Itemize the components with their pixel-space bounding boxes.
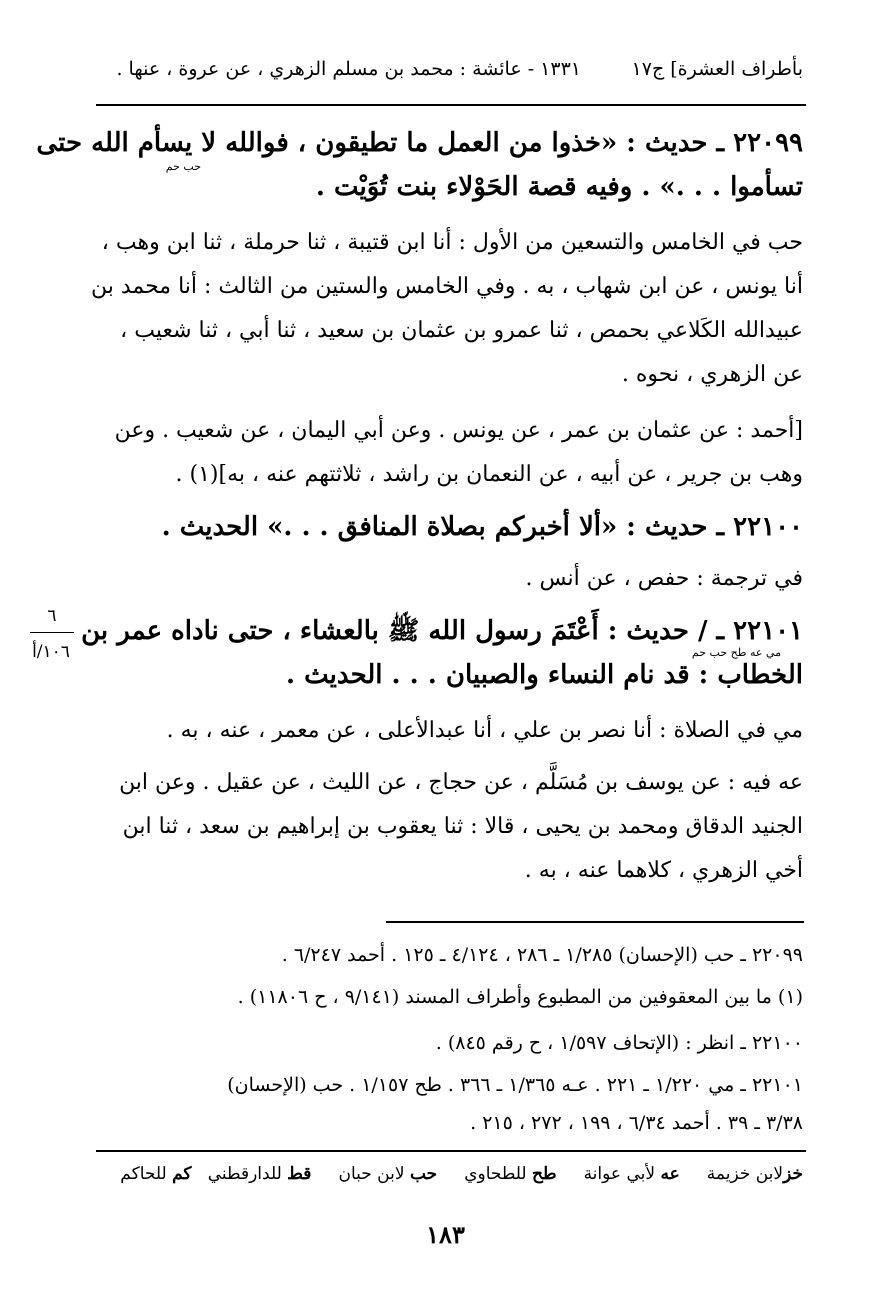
text-line: عن الزهري ، نحوه . [621, 362, 803, 387]
hadith-22099-title-cont: تسأموا . . .» . وفيه قصة الحَوْلاء بنت تُوَيْت . [315, 172, 803, 202]
margin-folio-top: ٦ [47, 606, 57, 626]
hadith-22101-sigla: مي عه طح حب حم [691, 646, 781, 659]
legend-item: قط للدارقطني [207, 1164, 312, 1184]
header-chapter: ١٣٣١ - عائشة : محمد بن مسلم الزهري ، عن عروة ، عنها . [116, 58, 581, 80]
legend-rule [96, 1150, 806, 1152]
text-line: عبيدالله الكَلاعي بحمص ، ثنا عمرو بن عثمان بن سعيد ، ثنا أبي ، ثنا شعيب ، [120, 318, 803, 343]
hadith-22101-title: ٢٢١٠١ ـ / حديث : أَعْتَمَ رسول الله ﷺ بالعشاء ، حتى ناداه عمر بن [81, 616, 803, 646]
legend-item: حب لابن حبان [338, 1164, 438, 1184]
footnote-rule [386, 921, 804, 923]
hadith-22100-title: ٢٢١٠٠ ـ حديث : «ألا أخبركم بصلاة المنافق . . .» الحديث . [161, 512, 803, 542]
footnote-line: ٢٢١٠٠ ـ انظر : (الإتحاف ١/٥٩٧ ، ح رقم ٨٤٥) . [435, 1032, 803, 1054]
footnote-line: ٢٢١٠١ ـ مي ١/٢٢٠ ـ ٢٢١ . عـه ١/٣٦٥ ـ ٣٦٦ . طح ١/١٥٧ . حب (الإحسان) [227, 1074, 803, 1096]
text-line: الجنيد الدقاق ومحمد بن يحيى ، قالا : ثنا يعقوب بن إبراهيم بن سعد ، ثنا ابن [122, 814, 803, 839]
text-line: [أحمد : عن عثمان بن عمر ، عن يونس . وعن أبي اليمان ، عن شعيب . وعن [114, 418, 803, 443]
text-line: حب في الخامس والتسعين من الأول : أنا ابن قتيبة ، ثنا حرملة ، ثنا ابن وهب ، [101, 230, 803, 255]
legend-item: كم للحاكم [120, 1164, 192, 1184]
text-line: أخي الزهري ، كلاهما عنه ، به . [524, 858, 803, 883]
text-line: وهب بن جرير ، عن أبيه ، عن النعمان بن راشد ، ثلاثتهم عنه ، به](١) . [175, 462, 803, 487]
header-rule [96, 104, 806, 106]
footnote-line: ٣/٣٨ ـ ٣٩ . أحمد ٦/٣٤ ، ١٩٩ ، ٢٧٢ ، ٢١٥ . [470, 1112, 803, 1134]
footnote-line: ٢٢٠٩٩ ـ حب (الإحسان) ١/٢٨٥ ـ ٢٨٦ ، ٤/١٢٤ ـ ١٢٥ . أحمد ٦/٢٤٧ . [281, 944, 803, 966]
text-line: عه فيه : عن يوسف بن مُسَلَّم ، عن حجاج ، عن الليث ، عن عقيل . وعن ابن [119, 770, 803, 795]
page-number: ١٨٣ [426, 1220, 465, 1249]
footnote-line: (١) ما بين المعقوفين من المطبوع وأطراف المسند (٩/١٤١ ، ح ١١٨٠٦) . [237, 986, 803, 1008]
text-line: مي في الصلاة : أنا نصر بن علي ، أنا عبدالأعلى ، عن معمر ، عنه ، به . [166, 718, 803, 743]
margin-folio-rule [30, 632, 74, 633]
header-book-title: بأطراف العشرة] ج١٧ [631, 58, 803, 80]
hadith-22099-sigla: حب حم [165, 160, 201, 173]
legend-item: عه لأبي عوانة [583, 1164, 680, 1184]
text-line: في ترجمة : حفص ، عن أنس . [525, 566, 803, 591]
margin-folio-bottom: ١٠٦/أ [32, 642, 70, 662]
abbreviation-legend [120, 1164, 803, 1184]
legend-item: خزلابن خزيمة [706, 1164, 803, 1184]
text-line: أنا يونس ، عن ابن شهاب ، به . وفي الخامس والستين من الثالث : أنا محمد بن [90, 274, 803, 299]
hadith-22099-title: ٢٢٠٩٩ ـ حديث : «خذوا من العمل ما تطيقون ، فوالله لا يسأم الله حتى [36, 128, 803, 158]
hadith-22101-title-cont: الخطاب : قد نام النساء والصبيان . . . الحديث . [286, 660, 803, 690]
legend-item: طح للطحاوي [464, 1164, 557, 1184]
